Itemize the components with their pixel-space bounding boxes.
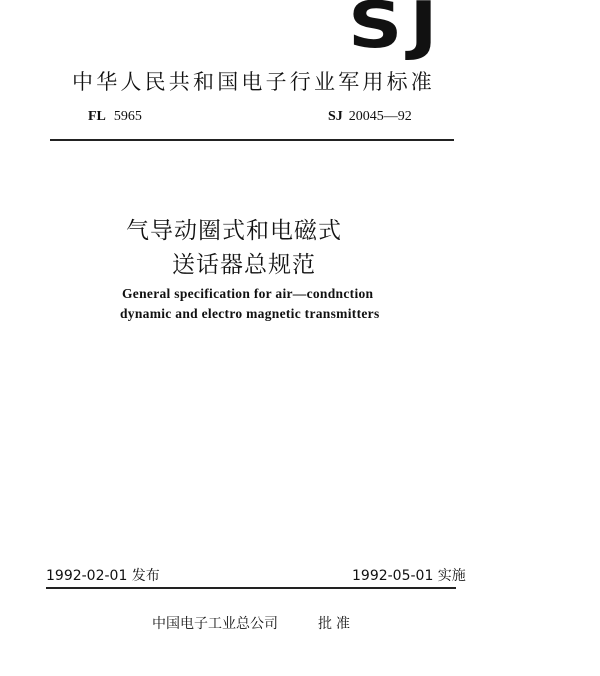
title-english-line-1: General specification for air—condnction <box>122 286 374 301</box>
standard-code <box>328 108 412 126</box>
classification-label: FL <box>88 109 106 124</box>
sj-logo: SJ <box>348 0 445 63</box>
classification-code <box>88 108 142 126</box>
classification-number: 5965 <box>113 109 142 124</box>
issue-date: 1992-02-01 发布 <box>46 568 160 584</box>
standard-number: 20045—92 <box>348 109 412 124</box>
footer-divider <box>46 587 456 589</box>
approve-label: 批准 <box>318 616 354 632</box>
industry-standard-title: 中华人民共和国电子行业军用标准 <box>72 70 435 94</box>
title-chinese-line-1: 气导动圈式和电磁式 <box>126 218 342 244</box>
title-english-line-2: dynamic and electro magnetic transmitters <box>120 306 380 321</box>
standard-label: SJ <box>328 109 343 124</box>
approving-authority: 中国电子工业总公司 <box>152 616 278 632</box>
header-divider <box>50 139 454 141</box>
title-chinese-line-2: 送话器总规范 <box>172 252 316 278</box>
implementation-date: 1992-05-01 实施 <box>352 568 466 584</box>
